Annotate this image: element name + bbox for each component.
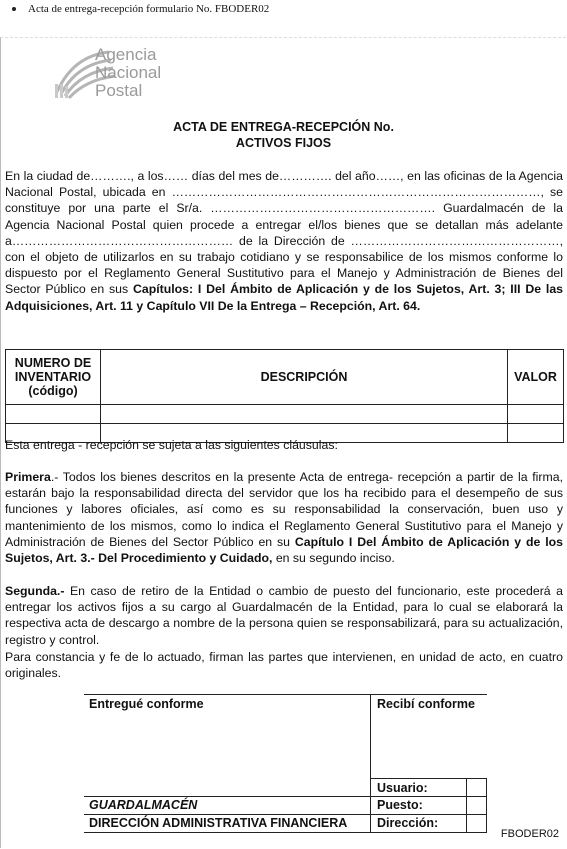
- signature-divider: [370, 694, 371, 778]
- intro-text: En la ciudad de………., a los…… días del mes de…………. del año……, en las oficinas de la Agencia Nacional Postal, ubicada en ………………………………………………………………………………, se constituye por una parte el Sr/a. ………………………………………………. Guardalmacén de la Agencia Nacional Postal quien procede a entregar el/los bienes que se detallan más adelante a……………………………………………… de la Dirección de ……………………………………………, con el objeto de utilizarlos en su trabajo cotidiano y se responsabilice de los mismos conforme lo dispuesto por el Reglamento General Sustitutivo para el Manejo y Administración de Bienes del Sector Público en sus: [5, 169, 563, 297]
- table-cell[interactable]: [508, 405, 564, 424]
- received-heading: Recibí conforme: [377, 697, 475, 711]
- logo-line-3: Postal: [95, 81, 143, 100]
- column-inventory-number: NUMERO DE INVENTARIO (código): [6, 350, 101, 405]
- clause-primera-end: en su segundo inciso.: [275, 551, 395, 566]
- agency-logo-text: [95, 46, 161, 100]
- table-header-row: [6, 350, 564, 405]
- usuario-label: Usuario:: [377, 781, 428, 795]
- form-code: FBODER02: [500, 828, 559, 840]
- clause-primera: [5, 469, 563, 566]
- signature-line: [84, 796, 487, 797]
- form-reference: [8, 3, 269, 15]
- clause-segunda: [5, 583, 563, 648]
- closing-statement: Para constancia y fe de lo actuado, firman las partes que intervienen, en unidad de acto, en cuatro originales.: [5, 650, 563, 681]
- clause-primera-text: .- Todos los bienes descritos en la presente Acta de entrega- recepción a partir de la firma, estarán bajo la responsabilidad directa del servidor que los ha recibido para el desempeño de sus funciones y labores oficiales, así como es su responsabilidad la conservación, buen uso y mantenimiento de los mismos, como lo indica el Reglamento General Sustitutivo para el Manejo y Administración de Bienes del Sector Público en su: [5, 470, 563, 549]
- intro-paragraph: [5, 168, 563, 314]
- clause-primera-label: Primera: [5, 470, 51, 484]
- clause-segunda-text: En caso de retiro de la Entidad o cambio de puesto del funcionario, este procederá a entregar los activos fijos a su cargo al Guardalmacén de la Entidad, para lo cual se elaborará la respectiva acta de descargo a nombre de la persona quien se responsabilizará, para su actualización, registro y control.: [5, 584, 563, 647]
- document-title: ACTA DE ENTREGA-RECEPCIÓN No.: [173, 120, 394, 134]
- table-cell[interactable]: [6, 405, 101, 424]
- delivered-heading: Entregué conforme: [89, 697, 204, 711]
- clause-segunda-label: Segunda.-: [5, 584, 65, 598]
- clause-primera-bold: Capítulo I Del Ámbito de Aplicación y de los Sujetos, Art. 3.- Del Procedimiento y Cuidado,: [5, 534, 563, 566]
- guardalmacen-label: GUARDALMACÉN: [89, 798, 198, 812]
- direccion-label: Dirección:: [377, 816, 439, 830]
- document-subtitle: ACTIVOS FIJOS: [235, 136, 332, 150]
- signature-divider-lower: [370, 778, 371, 832]
- logo-line-2: Nacional: [95, 63, 162, 82]
- signature-top-line: [84, 694, 487, 695]
- signature-line: [84, 814, 487, 815]
- signature-bottom-line: [84, 832, 487, 833]
- signature-right-edge: [486, 778, 487, 832]
- puesto-label: Puesto:: [377, 798, 423, 812]
- inventory-table: [5, 349, 564, 443]
- column-value: VALOR: [508, 350, 564, 405]
- bullet-icon: [12, 7, 16, 11]
- clauses-intro: Esta entrega - recepción se sujeta a las siguientes cláusulas:: [5, 438, 338, 452]
- intro-bold-text: Capítulos: I Del Ámbito de Aplicación y de los Sujetos, Art. 3; III De las Adquisiciones, Art. 11 y Capítulo VII De la Entrega – Recepción, Art. 64.: [5, 282, 563, 313]
- admin-direction-label: DIRECCIÓN ADMINISTRATIVA FINANCIERA: [89, 816, 348, 830]
- form-reference-text: Acta de entrega-recepción formulario No. FBODER02: [28, 3, 270, 15]
- signature-right-divider: [466, 778, 467, 832]
- table-cell[interactable]: [101, 405, 508, 424]
- column-description: DESCRIPCIÓN: [101, 350, 508, 405]
- table-row: [6, 405, 564, 424]
- logo-line-1: Agencia: [95, 45, 157, 64]
- signature-line: [370, 778, 487, 779]
